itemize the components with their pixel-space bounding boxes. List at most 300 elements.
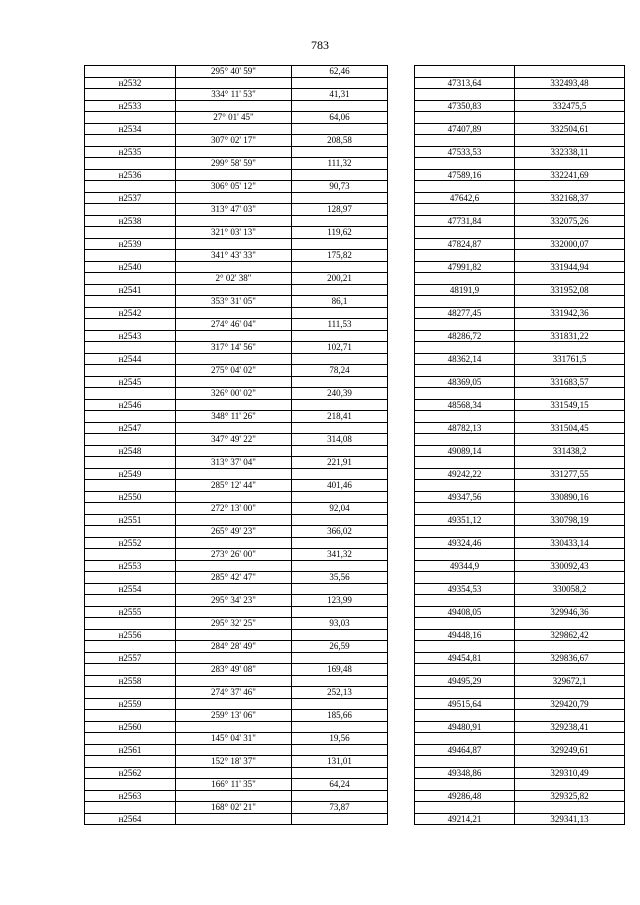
blank-cell — [292, 468, 388, 480]
point-name: н2533 — [85, 100, 176, 112]
direction-angle: 299° 58' 59" — [176, 158, 292, 170]
column-gap — [388, 273, 415, 285]
segment-row — [85, 365, 625, 377]
blank-cell — [292, 813, 388, 825]
direction-angle: 283° 49' 08" — [176, 664, 292, 676]
segment-row — [85, 595, 625, 607]
blank-cell — [292, 353, 388, 365]
blank-cell — [292, 491, 388, 503]
blank-cell — [415, 664, 515, 676]
segment-row — [85, 756, 625, 768]
blank-cell — [176, 123, 292, 135]
coordinate-x: 49515,64 — [415, 698, 515, 710]
blank-cell — [415, 112, 515, 124]
point-row — [85, 606, 625, 618]
blank-cell — [415, 802, 515, 814]
coordinate-x: 47407,89 — [415, 123, 515, 135]
coordinate-x: 48286,72 — [415, 330, 515, 342]
segment-row — [85, 802, 625, 814]
column-gap — [388, 376, 415, 388]
blank-cell — [292, 169, 388, 181]
column-gap — [388, 652, 415, 664]
blank-cell — [415, 549, 515, 561]
point-name: н2538 — [85, 215, 176, 227]
point-row — [85, 445, 625, 457]
column-gap — [388, 112, 415, 124]
blank-cell — [176, 399, 292, 411]
point-row — [85, 307, 625, 319]
direction-angle: 166° 11' 35" — [176, 779, 292, 791]
point-row — [85, 813, 625, 825]
column-gap — [388, 353, 415, 365]
coordinate-y: 332075,26 — [515, 215, 625, 227]
column-gap — [388, 319, 415, 331]
segment-length: 102,71 — [292, 342, 388, 354]
blank-cell — [292, 215, 388, 227]
coordinate-y: 329238,41 — [515, 721, 625, 733]
blank-cell — [415, 411, 515, 423]
segment-length: 35,56 — [292, 572, 388, 584]
coordinate-x: 47350,83 — [415, 100, 515, 112]
blank-cell — [176, 652, 292, 664]
blank-cell — [176, 77, 292, 89]
coordinate-x: 49324,46 — [415, 537, 515, 549]
blank-cell — [515, 756, 625, 768]
column-gap — [388, 261, 415, 273]
blank-cell — [85, 480, 176, 492]
coordinate-x: 47731,84 — [415, 215, 515, 227]
blank-cell — [515, 365, 625, 377]
coordinate-y: 330890,16 — [515, 491, 625, 503]
point-name: н2537 — [85, 192, 176, 204]
direction-angle: 274° 46' 04" — [176, 319, 292, 331]
blank-cell — [85, 641, 176, 653]
blank-cell — [415, 342, 515, 354]
column-gap — [388, 790, 415, 802]
blank-cell — [85, 457, 176, 469]
coordinate-y: 331549,15 — [515, 399, 625, 411]
coordinate-y: 332338,11 — [515, 146, 625, 158]
blank-cell — [515, 66, 625, 78]
blank-cell — [415, 204, 515, 216]
coordinate-y: 329310,49 — [515, 767, 625, 779]
page-number: 783 — [311, 38, 329, 52]
blank-cell — [292, 307, 388, 319]
point-row — [85, 284, 625, 296]
column-gap — [388, 721, 415, 733]
direction-angle: 152° 18' 37" — [176, 756, 292, 768]
blank-cell — [415, 779, 515, 791]
segment-row — [85, 135, 625, 147]
column-gap — [388, 744, 415, 756]
column-gap — [388, 146, 415, 158]
direction-angle: 348° 11' 26" — [176, 411, 292, 423]
coordinate-x: 49214,21 — [415, 813, 515, 825]
column-gap — [388, 66, 415, 78]
column-gap — [388, 526, 415, 538]
segment-row — [85, 66, 625, 78]
direction-angle: 273° 26' 00" — [176, 549, 292, 561]
blank-cell — [85, 618, 176, 630]
blank-cell — [85, 66, 176, 78]
point-row — [85, 100, 625, 112]
blank-cell — [292, 77, 388, 89]
segment-row — [85, 526, 625, 538]
coordinate-y: 330058,2 — [515, 583, 625, 595]
column-gap — [388, 457, 415, 469]
column-gap — [388, 583, 415, 595]
segment-row — [85, 641, 625, 653]
column-gap — [388, 169, 415, 181]
point-name: н2562 — [85, 767, 176, 779]
blank-cell — [292, 721, 388, 733]
segment-row — [85, 227, 625, 239]
blank-cell — [85, 204, 176, 216]
coordinate-y: 331952,08 — [515, 284, 625, 296]
point-row — [85, 169, 625, 181]
segment-row — [85, 480, 625, 492]
segment-row — [85, 710, 625, 722]
blank-cell — [176, 376, 292, 388]
blank-cell — [415, 503, 515, 515]
direction-angle: 313° 37' 04" — [176, 457, 292, 469]
direction-angle: 272° 13' 00" — [176, 503, 292, 515]
point-name: н2545 — [85, 376, 176, 388]
blank-cell — [176, 307, 292, 319]
coordinate-x: 47589,16 — [415, 169, 515, 181]
coordinate-y: 329325,82 — [515, 790, 625, 802]
coordinate-x: 49348,86 — [415, 767, 515, 779]
blank-cell — [415, 181, 515, 193]
coordinate-x: 49408,05 — [415, 606, 515, 618]
coordinate-y: 331761,5 — [515, 353, 625, 365]
segment-length: 92,04 — [292, 503, 388, 515]
blank-cell — [292, 767, 388, 779]
blank-cell — [85, 89, 176, 101]
blank-cell — [292, 675, 388, 687]
segment-row — [85, 434, 625, 446]
blank-cell — [415, 388, 515, 400]
direction-angle: 347° 49' 22" — [176, 434, 292, 446]
segment-row — [85, 112, 625, 124]
column-gap — [388, 227, 415, 239]
blank-cell — [176, 560, 292, 572]
column-gap — [388, 434, 415, 446]
segment-length: 401,46 — [292, 480, 388, 492]
point-row — [85, 215, 625, 227]
column-gap — [388, 330, 415, 342]
coordinate-y: 332241,69 — [515, 169, 625, 181]
point-name: н2560 — [85, 721, 176, 733]
point-name: н2553 — [85, 560, 176, 572]
column-gap — [388, 549, 415, 561]
column-gap — [388, 687, 415, 699]
coordinate-y: 329836,67 — [515, 652, 625, 664]
segment-length: 131,01 — [292, 756, 388, 768]
direction-angle: 326° 00' 02" — [176, 388, 292, 400]
segment-row — [85, 687, 625, 699]
blank-cell — [415, 319, 515, 331]
blank-cell — [515, 503, 625, 515]
column-gap — [388, 618, 415, 630]
blank-cell — [176, 284, 292, 296]
column-gap — [388, 595, 415, 607]
blank-cell — [415, 595, 515, 607]
coordinate-y: 332168,37 — [515, 192, 625, 204]
direction-angle: 259° 13' 06" — [176, 710, 292, 722]
blank-cell — [415, 250, 515, 262]
segment-length: 175,82 — [292, 250, 388, 262]
blank-cell — [515, 664, 625, 676]
blank-cell — [292, 652, 388, 664]
column-gap — [388, 123, 415, 135]
coordinate-y: 332000,07 — [515, 238, 625, 250]
segment-row — [85, 618, 625, 630]
coordinate-y: 332493,48 — [515, 77, 625, 89]
blank-cell — [415, 273, 515, 285]
blank-cell — [176, 422, 292, 434]
blank-cell — [415, 227, 515, 239]
point-row — [85, 767, 625, 779]
coordinate-x: 49480,91 — [415, 721, 515, 733]
column-gap — [388, 514, 415, 526]
column-gap — [388, 365, 415, 377]
segment-length: 221,91 — [292, 457, 388, 469]
blank-cell — [85, 733, 176, 745]
blank-cell — [515, 273, 625, 285]
segment-length: 64,06 — [292, 112, 388, 124]
point-name: н2550 — [85, 491, 176, 503]
column-gap — [388, 342, 415, 354]
blank-cell — [85, 296, 176, 308]
blank-cell — [85, 227, 176, 239]
blank-cell — [515, 687, 625, 699]
blank-cell — [292, 422, 388, 434]
blank-cell — [515, 204, 625, 216]
segment-length: 90,73 — [292, 181, 388, 193]
segment-row — [85, 181, 625, 193]
blank-cell — [85, 388, 176, 400]
blank-cell — [415, 572, 515, 584]
segment-row — [85, 664, 625, 676]
column-gap — [388, 100, 415, 112]
segment-length: 64,24 — [292, 779, 388, 791]
blank-cell — [292, 376, 388, 388]
segment-length: 169,48 — [292, 664, 388, 676]
blank-cell — [176, 583, 292, 595]
coordinates-table-body — [85, 66, 625, 825]
blank-cell — [292, 330, 388, 342]
direction-angle: 341° 43' 33" — [176, 250, 292, 262]
blank-cell — [415, 457, 515, 469]
blank-cell — [515, 135, 625, 147]
segment-row — [85, 733, 625, 745]
column-gap — [388, 779, 415, 791]
coordinate-y: 330092,43 — [515, 560, 625, 572]
coordinate-x: 49351,12 — [415, 514, 515, 526]
column-gap — [388, 296, 415, 308]
segment-length: 62,46 — [292, 66, 388, 78]
point-name: н2556 — [85, 629, 176, 641]
direction-angle: 2° 02' 38" — [176, 273, 292, 285]
column-gap — [388, 388, 415, 400]
blank-cell — [515, 342, 625, 354]
column-gap — [388, 503, 415, 515]
point-name: н2555 — [85, 606, 176, 618]
coordinate-x: 47533,53 — [415, 146, 515, 158]
point-name: н2547 — [85, 422, 176, 434]
coordinate-y: 329946,36 — [515, 606, 625, 618]
coordinate-x: 49344,9 — [415, 560, 515, 572]
column-gap — [388, 813, 415, 825]
coordinates-table — [84, 65, 625, 825]
segment-length: 240,39 — [292, 388, 388, 400]
blank-cell — [292, 445, 388, 457]
point-name: н2549 — [85, 468, 176, 480]
blank-cell — [176, 330, 292, 342]
column-gap — [388, 480, 415, 492]
point-row — [85, 744, 625, 756]
point-row — [85, 790, 625, 802]
column-gap — [388, 181, 415, 193]
blank-cell — [292, 146, 388, 158]
coordinate-y: 329341,13 — [515, 813, 625, 825]
blank-cell — [85, 319, 176, 331]
column-gap — [388, 664, 415, 676]
blank-cell — [292, 744, 388, 756]
blank-cell — [85, 158, 176, 170]
blank-cell — [85, 779, 176, 791]
blank-cell — [176, 261, 292, 273]
column-gap — [388, 250, 415, 262]
blank-cell — [85, 250, 176, 262]
point-name: н2535 — [85, 146, 176, 158]
segment-length: 341,32 — [292, 549, 388, 561]
point-name: н2557 — [85, 652, 176, 664]
segment-row — [85, 342, 625, 354]
segment-length: 41,31 — [292, 89, 388, 101]
segment-length: 314,08 — [292, 434, 388, 446]
column-gap — [388, 698, 415, 710]
column-gap — [388, 399, 415, 411]
blank-cell — [176, 146, 292, 158]
point-row — [85, 399, 625, 411]
blank-cell — [415, 526, 515, 538]
blank-cell — [515, 296, 625, 308]
blank-cell — [85, 503, 176, 515]
point-name: н2559 — [85, 698, 176, 710]
blank-cell — [415, 158, 515, 170]
direction-angle: 145° 04' 31" — [176, 733, 292, 745]
segment-length: 19,56 — [292, 733, 388, 745]
point-row — [85, 353, 625, 365]
point-name: н2542 — [85, 307, 176, 319]
point-name: н2552 — [85, 537, 176, 549]
direction-angle: 306° 05' 12" — [176, 181, 292, 193]
direction-angle: 168° 02' 21" — [176, 802, 292, 814]
point-name: н2554 — [85, 583, 176, 595]
point-name: н2564 — [85, 813, 176, 825]
segment-length: 252,13 — [292, 687, 388, 699]
coordinate-y: 329672,1 — [515, 675, 625, 687]
point-row — [85, 123, 625, 135]
point-row — [85, 422, 625, 434]
blank-cell — [515, 319, 625, 331]
blank-cell — [515, 710, 625, 722]
column-gap — [388, 733, 415, 745]
blank-cell — [415, 618, 515, 630]
segment-row — [85, 158, 625, 170]
column-gap — [388, 802, 415, 814]
column-gap — [388, 675, 415, 687]
column-gap — [388, 710, 415, 722]
point-row — [85, 675, 625, 687]
blank-cell — [415, 135, 515, 147]
blank-cell — [415, 641, 515, 653]
segment-length: 366,02 — [292, 526, 388, 538]
blank-cell — [415, 687, 515, 699]
blank-cell — [176, 169, 292, 181]
direction-angle: 275° 04' 02" — [176, 365, 292, 377]
point-name: н2541 — [85, 284, 176, 296]
coordinate-y: 331438,2 — [515, 445, 625, 457]
direction-angle: 334° 11' 53" — [176, 89, 292, 101]
blank-cell — [292, 100, 388, 112]
blank-cell — [85, 273, 176, 285]
point-name: н2544 — [85, 353, 176, 365]
coordinate-x: 49454,81 — [415, 652, 515, 664]
blank-cell — [176, 537, 292, 549]
segment-length: 93,03 — [292, 618, 388, 630]
point-row — [85, 652, 625, 664]
coordinate-x: 48568,34 — [415, 399, 515, 411]
column-gap — [388, 411, 415, 423]
blank-cell — [85, 802, 176, 814]
column-gap — [388, 560, 415, 572]
segment-row — [85, 273, 625, 285]
point-row — [85, 146, 625, 158]
blank-cell — [85, 365, 176, 377]
segment-row — [85, 319, 625, 331]
coordinate-y: 329862,42 — [515, 629, 625, 641]
blank-cell — [515, 411, 625, 423]
coordinate-x: 49242,22 — [415, 468, 515, 480]
blank-cell — [515, 181, 625, 193]
coordinate-x: 49089,14 — [415, 445, 515, 457]
segment-length: 128,97 — [292, 204, 388, 216]
point-row — [85, 192, 625, 204]
column-gap — [388, 307, 415, 319]
blank-cell — [292, 606, 388, 618]
coordinate-x: 48782,13 — [415, 422, 515, 434]
coordinate-y: 331504,45 — [515, 422, 625, 434]
blank-cell — [415, 365, 515, 377]
column-gap — [388, 468, 415, 480]
coordinate-y: 331831,22 — [515, 330, 625, 342]
blank-cell — [292, 514, 388, 526]
segment-length: 208,58 — [292, 135, 388, 147]
column-gap — [388, 572, 415, 584]
blank-cell — [176, 215, 292, 227]
coordinate-y: 331944,94 — [515, 261, 625, 273]
blank-cell — [515, 733, 625, 745]
blank-cell — [292, 123, 388, 135]
direction-angle: 284° 28' 49" — [176, 641, 292, 653]
segment-row — [85, 503, 625, 515]
coordinate-y: 330433,14 — [515, 537, 625, 549]
blank-cell — [415, 296, 515, 308]
column-gap — [388, 215, 415, 227]
